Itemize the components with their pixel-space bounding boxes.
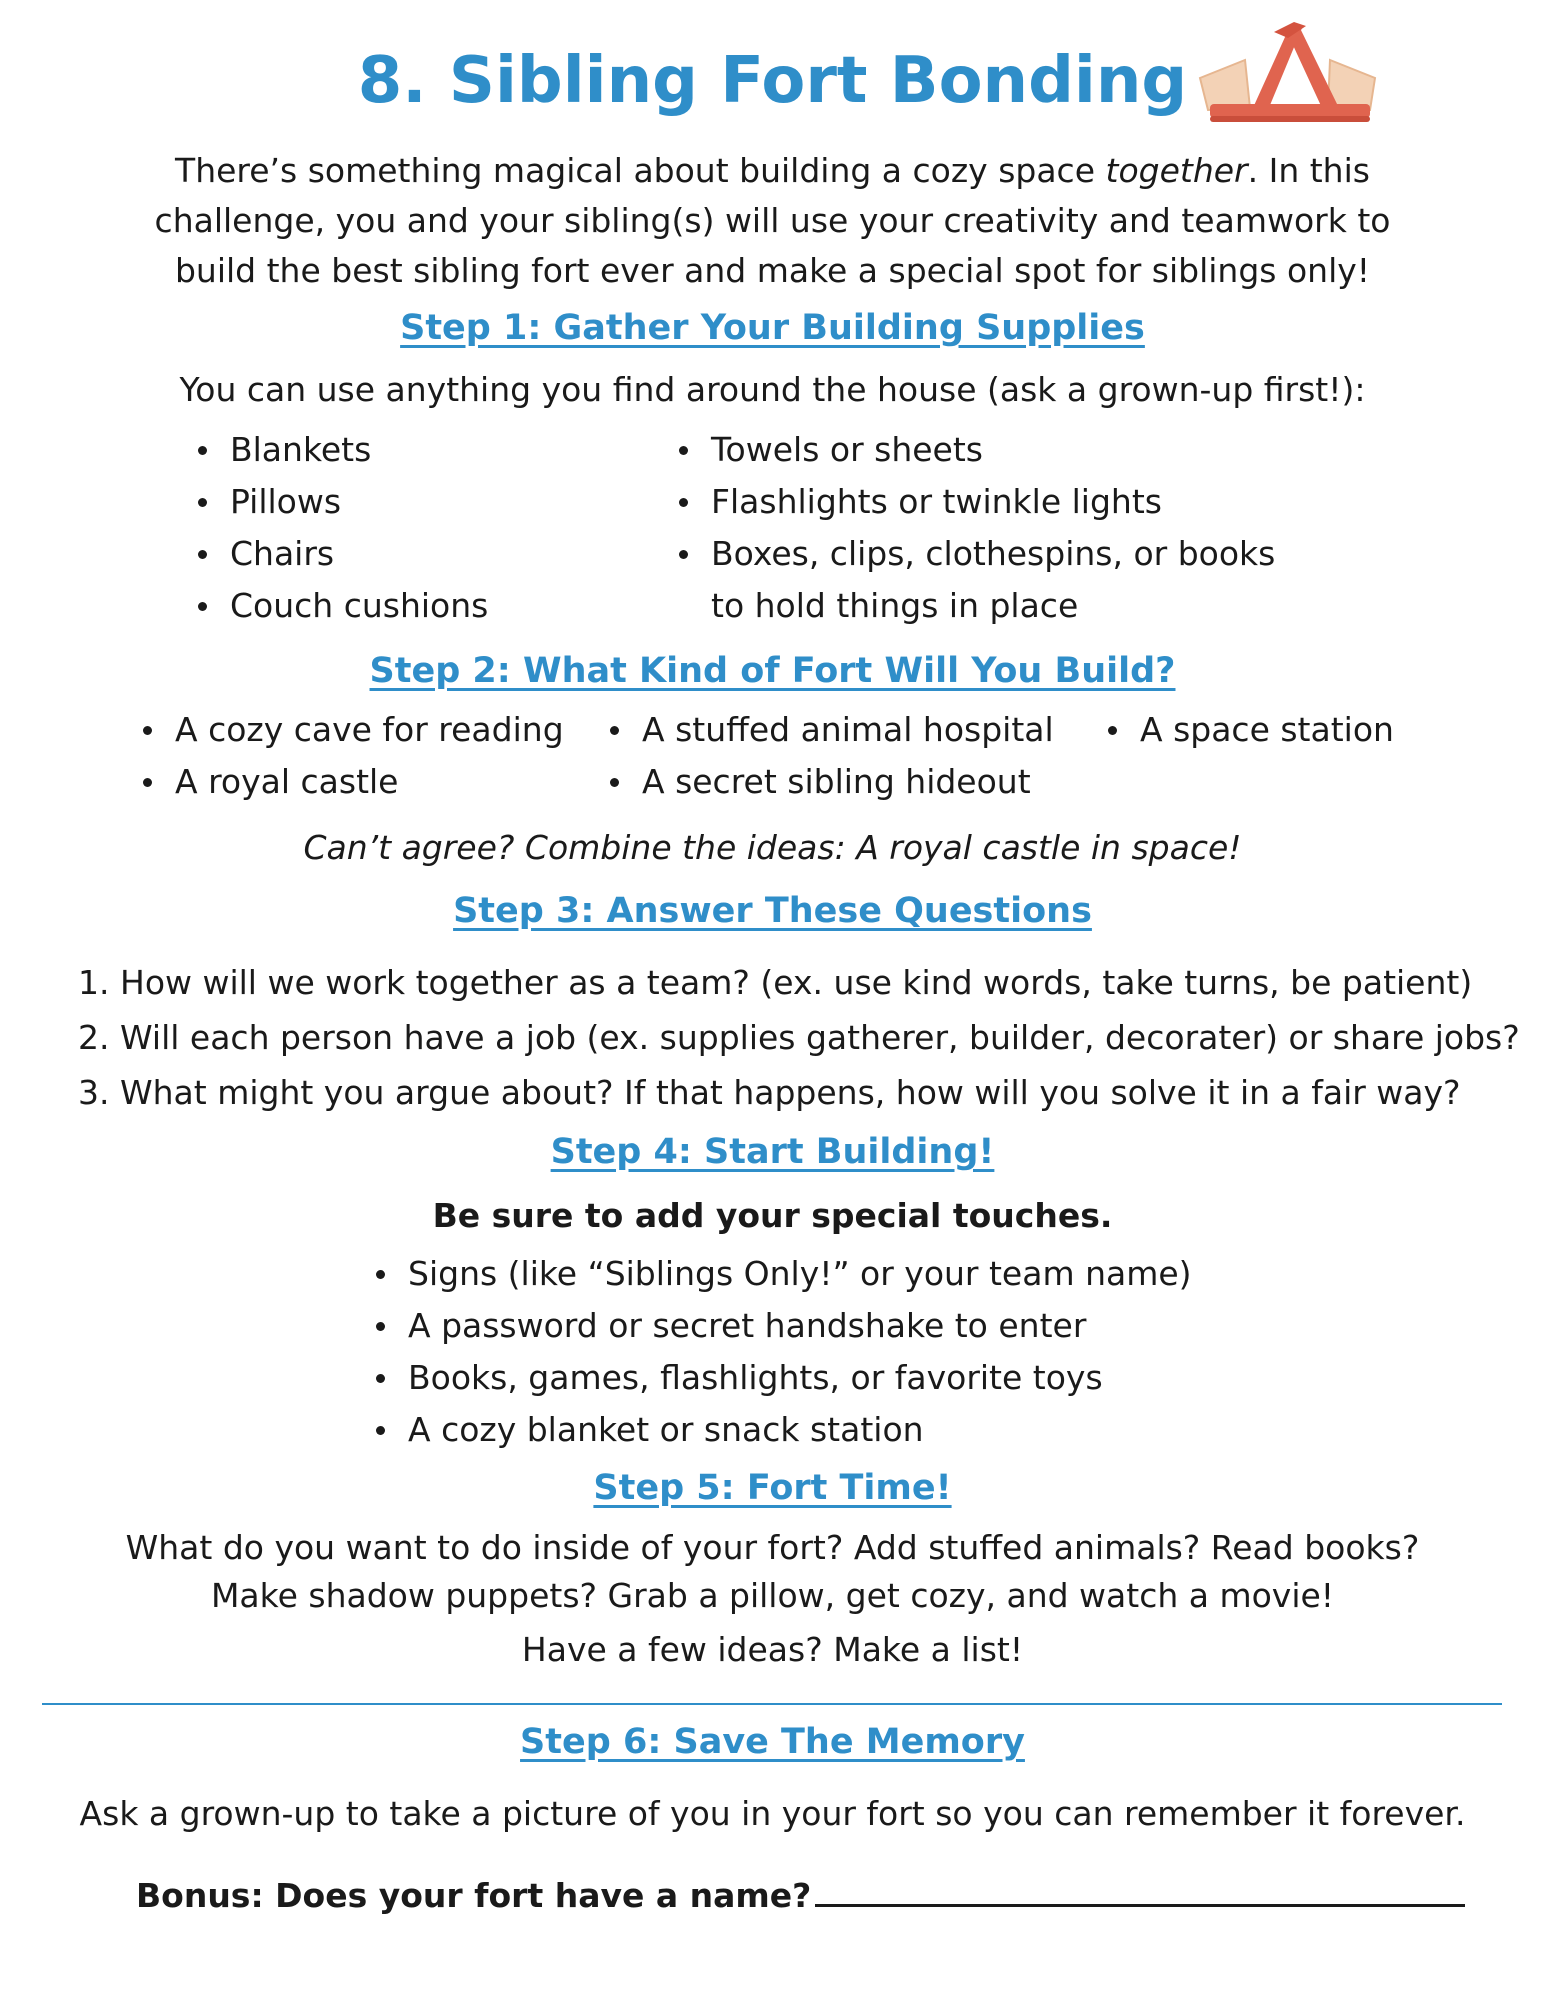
intro-line-2: challenge, you and your sibling(s) will use your creativity and teamwork to [154,201,1391,240]
fort-icon [1190,18,1385,128]
step5-heading: Step 5: Fort Time! [593,1468,952,1508]
step3-heading: Step 3: Answer These Questions [453,891,1092,931]
intro-text: . In this [1247,151,1370,190]
intro-line-1 [0,146,1545,196]
step5-line-1: What do you want to do inside of your fort? Add stuffed animals? Read books? [125,1528,1420,1567]
step5-text [0,1524,1545,1674]
step2-heading: Step 2: What Kind of Fort Will You Build? [369,651,1176,691]
step4-lead: Be sure to add your special touches. [432,1196,1113,1235]
question-number: 3. [78,1073,110,1112]
section-divider [42,1703,1502,1705]
list-item: A royal castle [137,756,564,808]
intro-paragraph [0,146,1545,296]
step1-supplies-left [192,424,488,632]
step3-questions [78,955,1520,1120]
step2-ideas-col2 [604,704,1054,808]
step6-heading: Step 6: Save The Memory [520,1722,1025,1762]
question-item [78,955,1520,1010]
step2-ideas-col1 [137,704,564,808]
step4-heading: Step 4: Start Building! [550,1132,995,1172]
step5-line-2: Make shadow puppets? Grab a pillow, get cozy, and watch a movie! [210,1576,1335,1615]
step2-ideas-col3 [1102,704,1394,756]
step1-heading: Step 1: Gather Your Building Supplies [400,308,1145,348]
list-item: Pillows [192,476,488,528]
list-item: A password or secret handshake to enter [370,1300,1192,1352]
bonus-answer-line[interactable] [815,1900,1465,1907]
list-item: A stuffed animal hospital [604,704,1054,756]
question-text: What might you argue about? If that happens, how will you solve it in a fair way? [120,1073,1461,1112]
list-item: Towels or sheets [673,424,1275,476]
intro-line-3: build the best sibling fort ever and make a special spot for siblings only! [174,251,1370,290]
list-item: Books, games, flashlights, or favorite toys [370,1352,1192,1404]
list-item: Chairs [192,528,488,580]
list-item: A secret sibling hideout [604,756,1054,808]
question-number: 2. [78,1018,110,1057]
step1-continuation: to hold things in place [711,586,1079,625]
list-item: A cozy blanket or snack station [370,1404,1192,1456]
question-item [78,1010,1520,1065]
list-item: Signs (like “Siblings Only!” or your team name) [370,1248,1192,1300]
step6-text: Ask a grown-up to take a picture of you in your fort so you can remember it forever. [79,1794,1466,1833]
step5-line-3: Have a few ideas? Make a list! [521,1630,1024,1669]
list-item: Blankets [192,424,488,476]
step1-lead: You can use anything you find around the house (ask a grown-up first!): [179,370,1366,409]
step4-touches [370,1248,1192,1456]
question-text: How will we work together as a team? (ex. use kind words, take turns, be patient) [120,963,1473,1002]
list-item: Boxes, clips, clothespins, or books [673,528,1275,580]
bonus-question [136,1876,1465,1915]
list-item: Couch cushions [192,580,488,632]
question-text: Will each person have a job (ex. supplies gatherer, builder, decorater) or share jobs? [120,1018,1520,1057]
intro-text: There’s something magical about building a cozy space [175,151,1106,190]
page-title: 8. Sibling Fort Bonding [357,44,1188,118]
bonus-label: Bonus: Does your fort have a name? [136,1876,812,1915]
question-item [78,1065,1520,1120]
step2-note: Can’t agree? Combine the ideas: A royal castle in space! [303,828,1242,867]
question-number: 1. [78,963,110,1002]
step1-supplies-right [673,424,1275,580]
intro-emphasis: together [1105,151,1248,190]
list-item: A cozy cave for reading [137,704,564,756]
list-item: A space station [1102,704,1394,756]
list-item: Flashlights or twinkle lights [673,476,1275,528]
